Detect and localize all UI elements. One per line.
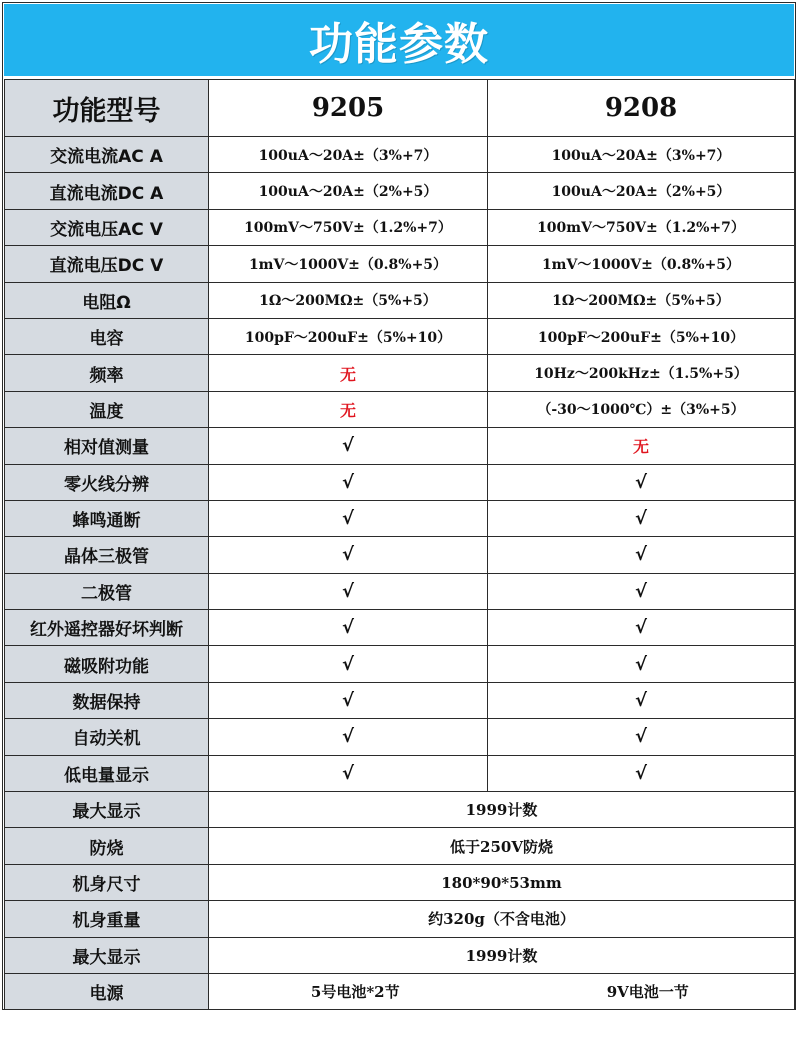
model-9205-value: 1Ω～200MΩ±（5%+5） [209, 282, 488, 318]
model-9208-value: √ [488, 719, 795, 755]
row-label: 电源 [5, 973, 209, 1009]
table-row [5, 901, 795, 937]
model-9208-value: √ [488, 682, 795, 718]
table-row [5, 537, 795, 573]
shared-value: 约320g（不含电池） [209, 901, 795, 937]
table-row [5, 792, 795, 828]
table-row [5, 246, 795, 282]
table-row [5, 646, 795, 682]
table-row [5, 391, 795, 427]
model-9205-value: √ [209, 500, 488, 536]
table-row [5, 282, 795, 318]
shared-value: 低于250V防烧 [209, 828, 795, 864]
table-row [5, 682, 795, 718]
row-label: 机身重量 [5, 901, 209, 937]
row-label: 晶体三极管 [5, 537, 209, 573]
row-label: 红外遥控器好坏判断 [5, 610, 209, 646]
row-label: 蜂鸣通断 [5, 500, 209, 536]
table-row [5, 937, 795, 973]
row-label: 交流电压AC V [5, 209, 209, 245]
table-row [5, 209, 795, 245]
model-9205-value: 无 [209, 355, 488, 391]
model-9208-value: √ [488, 646, 795, 682]
model-9205-value: √ [209, 682, 488, 718]
table-row [5, 610, 795, 646]
model-9205-value: √ [209, 755, 488, 791]
model-9208-value: √ [488, 537, 795, 573]
header-row [5, 80, 795, 137]
row-label: 交流电流AC A [5, 137, 209, 173]
model-9208-header: 9208 [488, 80, 795, 137]
row-label: 二极管 [5, 573, 209, 609]
model-9208-value: 10Hz～200kHz±（1.5%+5） [488, 355, 795, 391]
power-values [209, 973, 795, 1009]
model-9205-header: 9205 [209, 80, 488, 137]
model-9205-value: √ [209, 428, 488, 464]
model-9208-value: 100mV～750V±（1.2%+7） [488, 209, 795, 245]
model-9205-value: 100mV～750V±（1.2%+7） [209, 209, 488, 245]
model-9205-value: √ [209, 573, 488, 609]
row-label: 机身尺寸 [5, 864, 209, 900]
model-9208-value: 100pF～200uF±（5%+10） [488, 318, 795, 354]
row-label: 直流电压DC V [5, 246, 209, 282]
model-9208-value: √ [488, 500, 795, 536]
model-9208-value: 无 [488, 428, 795, 464]
model-9205-power: 5号电池*2节 [310, 983, 400, 1002]
model-9205-value: 1mV～1000V±（0.8%+5） [209, 246, 488, 282]
row-label: 零火线分辨 [5, 464, 209, 500]
model-9205-value: √ [209, 610, 488, 646]
table-row [5, 755, 795, 791]
model-9208-value: √ [488, 610, 795, 646]
table-row [5, 355, 795, 391]
table-row [5, 719, 795, 755]
model-9208-value: √ [488, 573, 795, 609]
row-label: 直流电流DC A [5, 173, 209, 209]
model-9208-value: √ [488, 464, 795, 500]
row-label: 电容 [5, 318, 209, 354]
table-row [5, 428, 795, 464]
row-label: 相对值测量 [5, 428, 209, 464]
model-9205-value: 100uA～20A±（3%+7） [209, 137, 488, 173]
table-row [5, 318, 795, 354]
model-9208-value: √ [488, 755, 795, 791]
table-row [5, 137, 795, 173]
table-row [5, 828, 795, 864]
row-label: 防烧 [5, 828, 209, 864]
row-label: 电阻Ω [5, 282, 209, 318]
row-label: 自动关机 [5, 719, 209, 755]
model-9205-value: √ [209, 464, 488, 500]
model-9208-value: 1mV～1000V±（0.8%+5） [488, 246, 795, 282]
row-label: 最大显示 [5, 937, 209, 973]
shared-value: 180*90*53mm [209, 864, 795, 900]
model-9208-value: 100uA～20A±（3%+7） [488, 137, 795, 173]
row-label: 磁吸附功能 [5, 646, 209, 682]
row-label: 最大显示 [5, 792, 209, 828]
spec-table [4, 79, 795, 1010]
model-9205-value: √ [209, 719, 488, 755]
table-row [5, 864, 795, 900]
table-row [5, 500, 795, 536]
row-label: 温度 [5, 391, 209, 427]
model-9205-value: 无 [209, 391, 488, 427]
row-label: 低电量显示 [5, 755, 209, 791]
table-row [5, 573, 795, 609]
model-9208-value: 1Ω～200MΩ±（5%+5） [488, 282, 795, 318]
table-row [5, 173, 795, 209]
page-title: 功能参数 [4, 4, 794, 76]
row-label: 数据保持 [5, 682, 209, 718]
shared-value: 1999计数 [209, 792, 795, 828]
model-9208-value: （-30～1000℃）±（3%+5） [488, 391, 795, 427]
shared-value: 1999计数 [209, 937, 795, 973]
table-row [5, 464, 795, 500]
model-9205-value: 100uA～20A±（2%+5） [209, 173, 488, 209]
model-9208-value: 100uA～20A±（2%+5） [488, 173, 795, 209]
model-9205-value: 100pF～200uF±（5%+10） [209, 318, 488, 354]
row-label: 频率 [5, 355, 209, 391]
header-label: 功能型号 [5, 80, 209, 137]
model-9208-power: 9V电池一节 [606, 983, 689, 1002]
model-9205-value: √ [209, 537, 488, 573]
power-row [5, 973, 795, 1009]
model-9205-value: √ [209, 646, 488, 682]
